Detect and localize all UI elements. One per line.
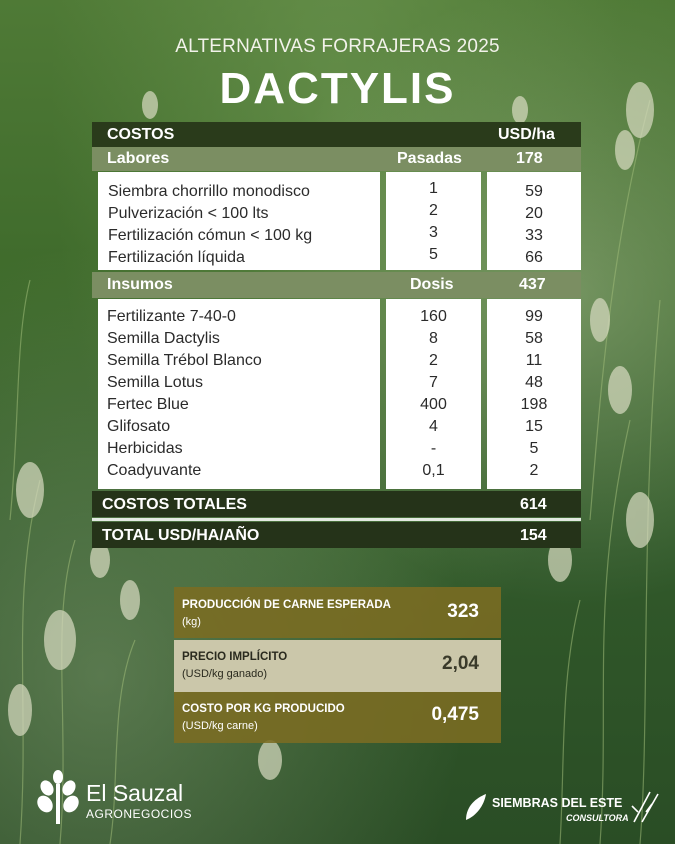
implicit-price-unit: (USD/kg ganado) bbox=[182, 668, 267, 680]
implicit-price-value: 2,04 bbox=[442, 653, 479, 674]
table-row-usd: 58 bbox=[525, 330, 543, 347]
table-row-usd: 33 bbox=[525, 227, 543, 244]
insumos-qtys bbox=[386, 306, 481, 482]
table-row-qty: 0,1 bbox=[422, 462, 445, 479]
labores-usds bbox=[487, 181, 581, 269]
table-row-usd: 99 bbox=[525, 308, 543, 325]
total-per-year-label: TOTAL USD/HA/AÑO bbox=[102, 527, 260, 544]
table-row-qty: 7 bbox=[429, 374, 438, 391]
table-row-usd: 48 bbox=[525, 374, 543, 391]
labores-col-label: Pasadas bbox=[397, 150, 462, 167]
production-meat-value: 323 bbox=[447, 601, 479, 622]
table-row-qty: 8 bbox=[429, 330, 438, 347]
total-costs-label: COSTOS TOTALES bbox=[102, 496, 247, 513]
cost-per-kg-box bbox=[174, 692, 501, 743]
table-row-name: Semilla Lotus bbox=[107, 374, 204, 391]
insumos-names bbox=[107, 306, 379, 482]
insumos-total: 437 bbox=[519, 276, 546, 293]
table-row-qty: 3 bbox=[429, 224, 438, 241]
cost-per-kg-label: COSTO POR KG PRODUCIDO bbox=[182, 703, 345, 715]
table-row-qty: 1 bbox=[429, 180, 438, 197]
total-per-year-value: 154 bbox=[520, 527, 547, 544]
total-per-year-band bbox=[92, 522, 581, 548]
labores-label: Labores bbox=[107, 150, 170, 167]
production-meat-unit: (kg) bbox=[182, 616, 201, 628]
production-meat-box bbox=[174, 587, 501, 638]
insumos-col-label: Dosis bbox=[410, 276, 454, 293]
cost-per-kg-value: 0,475 bbox=[431, 704, 479, 725]
table-row-name: Herbicidas bbox=[107, 440, 183, 457]
table-row-usd: 11 bbox=[525, 352, 543, 369]
page-title: DACTYLIS bbox=[219, 64, 456, 113]
table-row-name: Fertilización cómun < 100 kg bbox=[108, 227, 313, 244]
table-row-name: Fertec Blue bbox=[107, 396, 189, 413]
costs-header-band bbox=[92, 122, 581, 147]
labores-names bbox=[108, 181, 380, 269]
el-sauzal-name: El Sauzal bbox=[86, 780, 184, 806]
total-costs-value: 614 bbox=[520, 496, 547, 513]
leaf-icon bbox=[36, 770, 80, 826]
total-costs-band bbox=[92, 491, 581, 517]
table-row-qty: - bbox=[430, 440, 437, 457]
el-sauzal-sub: AGRONEGOCIOS bbox=[86, 807, 193, 821]
header-subtitle: ALTERNATIVAS FORRAJERAS 2025 bbox=[175, 36, 500, 57]
table-row-usd: 59 bbox=[525, 183, 543, 200]
siembras-del-este-sub: CONSULTORA bbox=[566, 813, 629, 823]
insumos-usds bbox=[487, 306, 581, 482]
total-divider bbox=[92, 518, 581, 521]
table-row-usd: 5 bbox=[529, 440, 539, 457]
labores-qtys bbox=[386, 178, 481, 266]
table-row-usd: 20 bbox=[525, 205, 543, 222]
implicit-price-box bbox=[174, 640, 501, 692]
cost-per-kg-unit: (USD/kg carne) bbox=[182, 720, 258, 732]
table-row-usd: 198 bbox=[520, 396, 548, 413]
table-row-name: Semilla Trébol Blanco bbox=[107, 352, 262, 369]
insumos-label: Insumos bbox=[107, 276, 173, 293]
insumos-header bbox=[92, 272, 581, 298]
wheat-icon bbox=[628, 790, 668, 824]
table-row-qty: 2 bbox=[429, 202, 438, 219]
table-row-qty: 4 bbox=[429, 418, 438, 435]
table-row-name: Fertilización líquida bbox=[108, 249, 245, 266]
table-row-name: Glifosato bbox=[107, 418, 171, 435]
table-row-name: Coadyuvante bbox=[107, 462, 202, 479]
table-row-qty: 160 bbox=[420, 308, 447, 325]
implicit-price-label: PRECIO IMPLÍCITO bbox=[182, 651, 288, 663]
leaf-small-icon bbox=[462, 792, 488, 822]
table-row-name: Semilla Dactylis bbox=[107, 330, 220, 347]
costs-label: COSTOS bbox=[107, 126, 175, 143]
labores-total: 178 bbox=[516, 150, 543, 167]
table-row-name: Fertilizante 7-40-0 bbox=[107, 308, 236, 325]
table-row-usd: 15 bbox=[525, 418, 543, 435]
table-row-name: Pulverización < 100 lts bbox=[108, 205, 269, 222]
table-row-usd: 66 bbox=[525, 249, 543, 266]
table-row-qty: 2 bbox=[429, 352, 438, 369]
siembras-del-este-name: SIEMBRAS DEL ESTE bbox=[492, 796, 623, 810]
table-row-name: Siembra chorrillo monodisco bbox=[108, 183, 310, 200]
labores-header bbox=[92, 147, 581, 171]
production-meat-label: PRODUCCIÓN DE CARNE ESPERADA bbox=[182, 599, 391, 611]
costs-unit: USD/ha bbox=[498, 126, 555, 143]
table-row-qty: 5 bbox=[429, 246, 438, 263]
table-row-usd: 2 bbox=[529, 462, 539, 479]
table-row-qty: 400 bbox=[420, 396, 447, 413]
